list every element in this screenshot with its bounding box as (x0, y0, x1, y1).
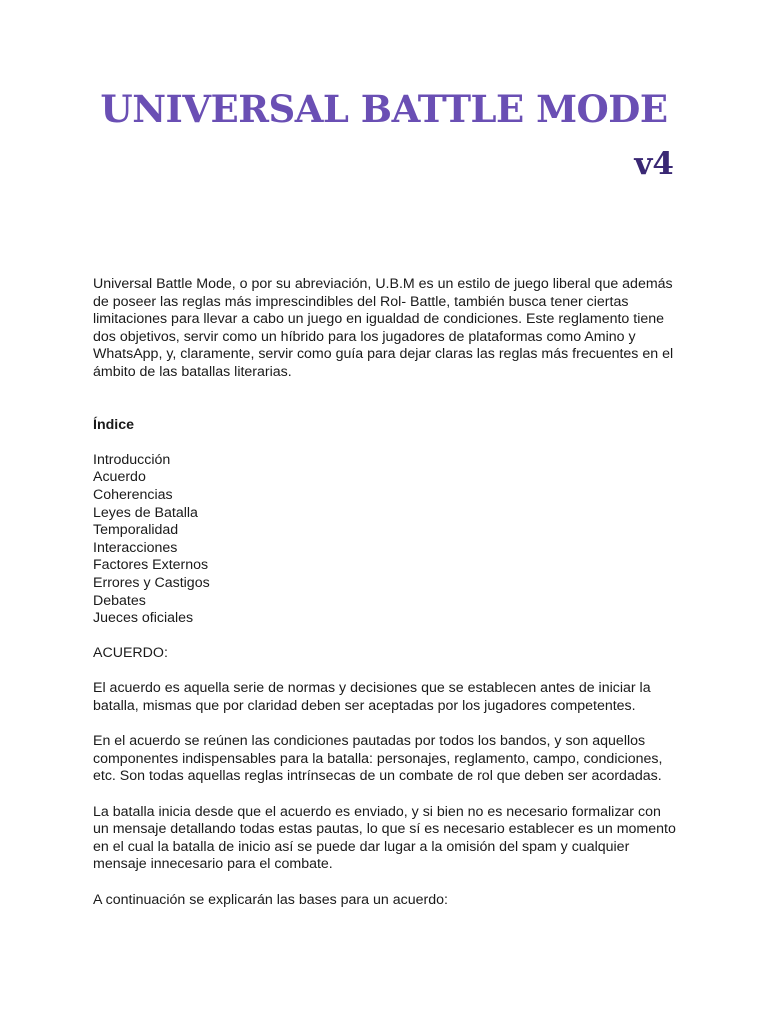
body-paragraph: En el acuerdo se reúnen las condiciones pautadas por todos los bandos, y son aquellos componentes indispensables para la batalla: personajes, reglamento, campo, condiciones, etc. Son todas aquellas reglas intrínsecas de un combate de rol que deben ser acordadas. (93, 733, 663, 785)
version-label: v4 (634, 146, 674, 182)
index-item-interacciones: Interacciones (93, 539, 178, 556)
index-item-coherencias: Coherencias (93, 486, 173, 503)
section-heading-acuerdo: ACUERDO: (93, 645, 168, 662)
body-paragraph: A continuación se explicarán las bases para un acuerdo: (93, 891, 448, 908)
body-paragraph: El acuerdo es aquella serie de normas y decisiones que se establecen antes de iniciar la batalla, mismas que por claridad deben ser aceptadas por los jugadores competentes. (93, 680, 651, 715)
spacer (93, 716, 677, 734)
spacer (93, 382, 677, 417)
spacer (93, 874, 677, 892)
index-list (93, 452, 677, 628)
index-item-introduccion: Introducción (93, 451, 171, 468)
body-paragraph: La batalla inicia desde que el acuerdo es enviado, y si bien no es necesario formalizar con un mensaje detallando todas estas pautas, lo que sí es necesario establecer es un momento en el cual la batalla de inicio así se puede dar lugar a la omisión del spam y cualquier mensaje innecesario para el combate. (93, 803, 676, 873)
index-item-jueces-oficiales: Jueces oficiales (93, 610, 194, 627)
intro-paragraph: Universal Battle Mode, o por su abreviación, U.B.M es un estilo de juego liberal que además de poseer las reglas más imprescindibles del Rol- Battle, también busca tener ciertas limitaciones para llevar a cabo un juego en igualdad de condiciones. Este reglamento tiene dos objetivos, servir como un híbrido para los jugadores de plataformas como Amino y WhatsApp, y, claramente, servir como guía para dejar claras las reglas más frecuentes en el ámbito de las batallas literarias. (93, 276, 674, 380)
index-item-debates: Debates (93, 592, 146, 609)
spacer (93, 786, 677, 804)
spacer (93, 628, 677, 646)
spacer (93, 434, 677, 452)
index-item-leyes-de-batalla: Leyes de Batalla (93, 504, 198, 521)
index-heading: Índice (93, 416, 134, 433)
document-body (93, 276, 677, 909)
spacer (93, 663, 677, 681)
index-item-acuerdo: Acuerdo (93, 469, 146, 486)
index-item-factores-externos: Factores Externos (93, 557, 209, 574)
index-item-errores-y-castigos: Errores y Castigos (93, 574, 210, 591)
document-title: UNIVERSAL BATTLE MODE (100, 87, 668, 131)
index-item-temporalidad: Temporalidad (93, 522, 179, 539)
